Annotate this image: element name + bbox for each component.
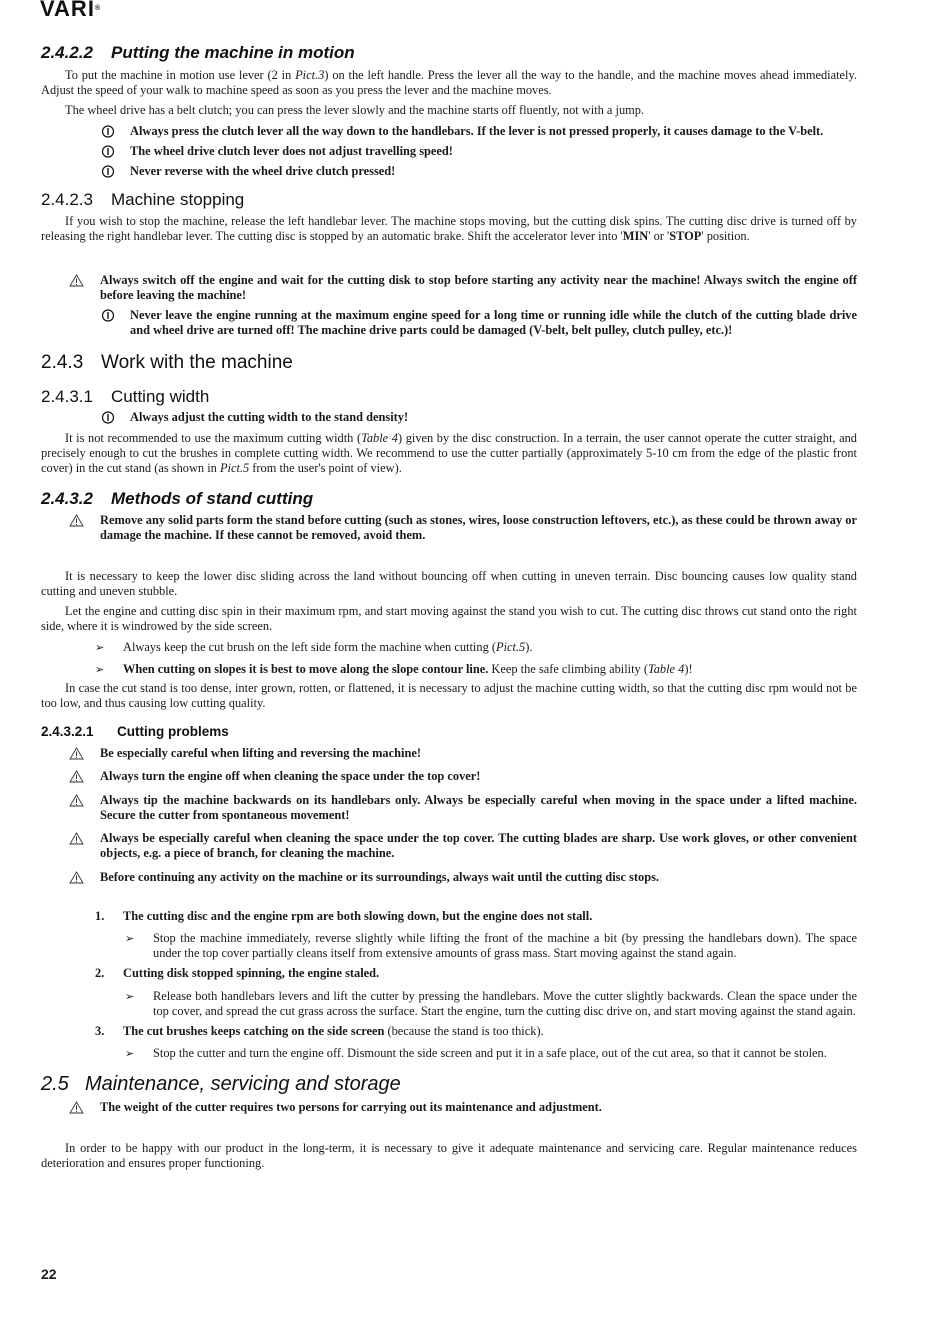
arrowhead-bullet-icon: ➢: [125, 989, 135, 1003]
sub-bullet-item: ➢ Stop the machine immediately, reverse slightly while lifting the front of the machine a bit (by pressing the handlebars down). The space under the top cover partially cleans itself from extensive amounts of grass mass. Start moving against the stand again.: [125, 930, 857, 961]
sub-bullet-item: ➢ Release both handlebars levers and lift the cutter by pressing the handlebars. Move the cutter slightly backwards. Clean the space under the top cover, and spread the cut grass across the surface. Start the engine, turn the cutting disc drive on, and start moving against the stand again.: [125, 988, 857, 1018]
heading-25: 2.5 Maintenance, servicing and storage: [41, 1073, 401, 1096]
warning-note: The weight of the cutter requires two persons for carrying out its maintenance and adjustment.: [41, 1100, 857, 1115]
warning-note: Remove any solid parts form the stand before cutting (such as stones, wires, loose construction leftovers, etc.), as these could be thrown away or damage the machine. If these cannot be removed, avoid them.: [41, 513, 857, 543]
figure-reference: Pict.5: [219, 461, 250, 476]
arrowhead-bullet-icon: ➢: [125, 931, 135, 945]
paragraph: In case the cut stand is too dense, inter grown, rotten, or flattened, it is necessary to adjust the machine cutting width, so that the cutting disc rpm would not be too low, and thus causing low cutting quality.: [41, 680, 857, 711]
paragraph: If you wish to stop the machine, release the left handlebar lever. The machine stops moving, but the cutting disk spins. The cutting disc drive is turned off by releasing the right handlebar lever. The cutting disc is stopped by an automatic brake. Shift the accelerator lever into 'MIN' or 'STOP' position.: [41, 214, 857, 244]
heading-2422: 2.4.2.2 Putting the machine in motion: [41, 43, 355, 62]
paragraph: The wheel drive has a belt clutch; you can press the lever slowly and the machine starts off fluently, not with a jump.: [65, 103, 645, 118]
warning-triangle-icon: [69, 832, 84, 845]
info-circle-icon: [101, 164, 115, 179]
warning-note: Be especially careful when lifting and reversing the machine!: [41, 746, 857, 761]
page-number: 22: [41, 1266, 57, 1282]
sub-bullet-item: ➢ Stop the cutter and turn the engine off. Dismount the side screen and put it in a safe place, out of the cut area, so that it cannot be stolen.: [125, 1046, 827, 1061]
info-note: Always press the clutch lever all the way down to the handlebars. If the lever is not pressed properly, it causes damage to the V-belt.: [41, 124, 857, 139]
heading-2423: 2.4.2.3 Machine stopping: [41, 190, 245, 210]
bullet-item: ➢ When cutting on slopes it is best to move along the slope contour line. Keep the safe climbing ability (Table 4)!: [95, 661, 693, 676]
info-note: Never reverse with the wheel drive clutch pressed!: [41, 164, 857, 179]
warning-triangle-icon: [69, 274, 84, 287]
warning-note: Before continuing any activity on the machine or its surroundings, always wait until the cutting disc stops.: [41, 870, 857, 885]
vari-logo: [40, 0, 102, 21]
page-content: [41, 42, 857, 1171]
arrowhead-bullet-icon: ➢: [95, 641, 105, 655]
paragraph: In order to be happy with our product in the long-term, it is necessary to give it adequate maintenance and servicing care. Regular maintenance reduces deterioration and ensures proper functioning.: [41, 1140, 857, 1170]
warning-triangle-icon: [69, 770, 84, 783]
info-note: Never leave the engine running at the maximum engine speed for a long time or running idle while the clutch of the cutting blade drive and wheel drive are turned off! The machine drive parts could be damaged (V-belt, belt pulley, clutch pulley, etc.)!: [41, 308, 857, 338]
paragraph: Let the engine and cutting disc spin in their maximum rpm, and start moving against the stand you wish to cut. The cutting disc throws cut stand onto the right side, where it is windrowed by the side screen.: [41, 604, 857, 634]
bullet-item: ➢ Always keep the cut brush on the left side form the machine when cutting (Pict.5).: [95, 640, 533, 655]
paragraph: It is necessary to keep the lower disc sliding across the land without bouncing off when cutting in uneven terrain. Disc bouncing causes low quality stand cutting and uneven stubble.: [41, 568, 857, 598]
warning-triangle-icon: [69, 514, 84, 527]
info-circle-icon: [101, 124, 115, 139]
warning-triangle-icon: [69, 871, 84, 884]
warning-triangle-icon: [69, 794, 84, 807]
warning-note: Always turn the engine off when cleaning the space under the top cover!: [41, 769, 857, 784]
warning-triangle-icon: [69, 1101, 84, 1114]
info-circle-icon: [101, 410, 115, 425]
heading-243: 2.4.3 Work with the machine: [41, 352, 293, 374]
table-reference: Table 4: [361, 430, 398, 445]
info-circle-icon: [101, 308, 115, 323]
heading-2431: 2.4.3.1 Cutting width: [41, 387, 210, 407]
figure-reference: Pict.3: [295, 68, 325, 82]
warning-note: Always be especially careful when cleaning the space under the top cover. The cutting blades are sharp. Use work gloves, or other convenient objects, e.g. a piece of branch, for cleaning the machine.: [41, 831, 857, 861]
logo-registered-mark: ®: [94, 5, 102, 12]
numbered-item: 2. Cutting disk stopped spinning, the engine staled.: [95, 966, 380, 981]
numbered-item: 1. The cutting disc and the engine rpm are both slowing down, but the engine does not stall.: [95, 908, 593, 923]
arrowhead-bullet-icon: ➢: [95, 662, 105, 676]
arrowhead-bullet-icon: ➢: [125, 1047, 135, 1061]
logo-text: VARI: [40, 0, 95, 21]
paragraph: To put the machine in motion use lever (2 in Pict.3) on the left handle. Press the lever all the way to the handle, and the machine moves ahead immediately. Adjust the speed of your walk to machine speed as soon as you press the lever and the machine moves.: [41, 68, 857, 98]
info-note: The wheel drive clutch lever does not adjust travelling speed!: [41, 144, 857, 159]
heading-2432: 2.4.3.2 Methods of stand cutting: [41, 489, 314, 509]
info-note: Always adjust the cutting width to the stand density!: [41, 410, 857, 425]
heading-24321: 2.4.3.2.1 Cutting problems: [41, 724, 229, 740]
warning-note: Always switch off the engine and wait for the cutting disk to stop before starting any activity near the machine! Always switch the engine off before leaving the machine!: [41, 273, 857, 303]
numbered-item: 3. The cut brushes keeps catching on the side screen (because the stand is too thick).: [95, 1023, 544, 1038]
warning-triangle-icon: [69, 747, 84, 760]
warning-note: Always tip the machine backwards on its handlebars only. Always be especially careful when moving in the space under a lifted machine. Secure the cutter from spontaneous movement!: [41, 793, 857, 823]
paragraph: It is not recommended to use the maximum cutting width (Table 4) given by the disc construction. In a terrain, the user cannot operate the cutter straight, and precisely enough to cut the brushes in complete cutting width. We recommend to use the cutter partially (approximately 5-10 cm from the edge of the plastic front cover) in the cut stand (as shown in Pict.5 from the user's point of view).: [41, 430, 857, 476]
info-circle-icon: [101, 144, 115, 159]
